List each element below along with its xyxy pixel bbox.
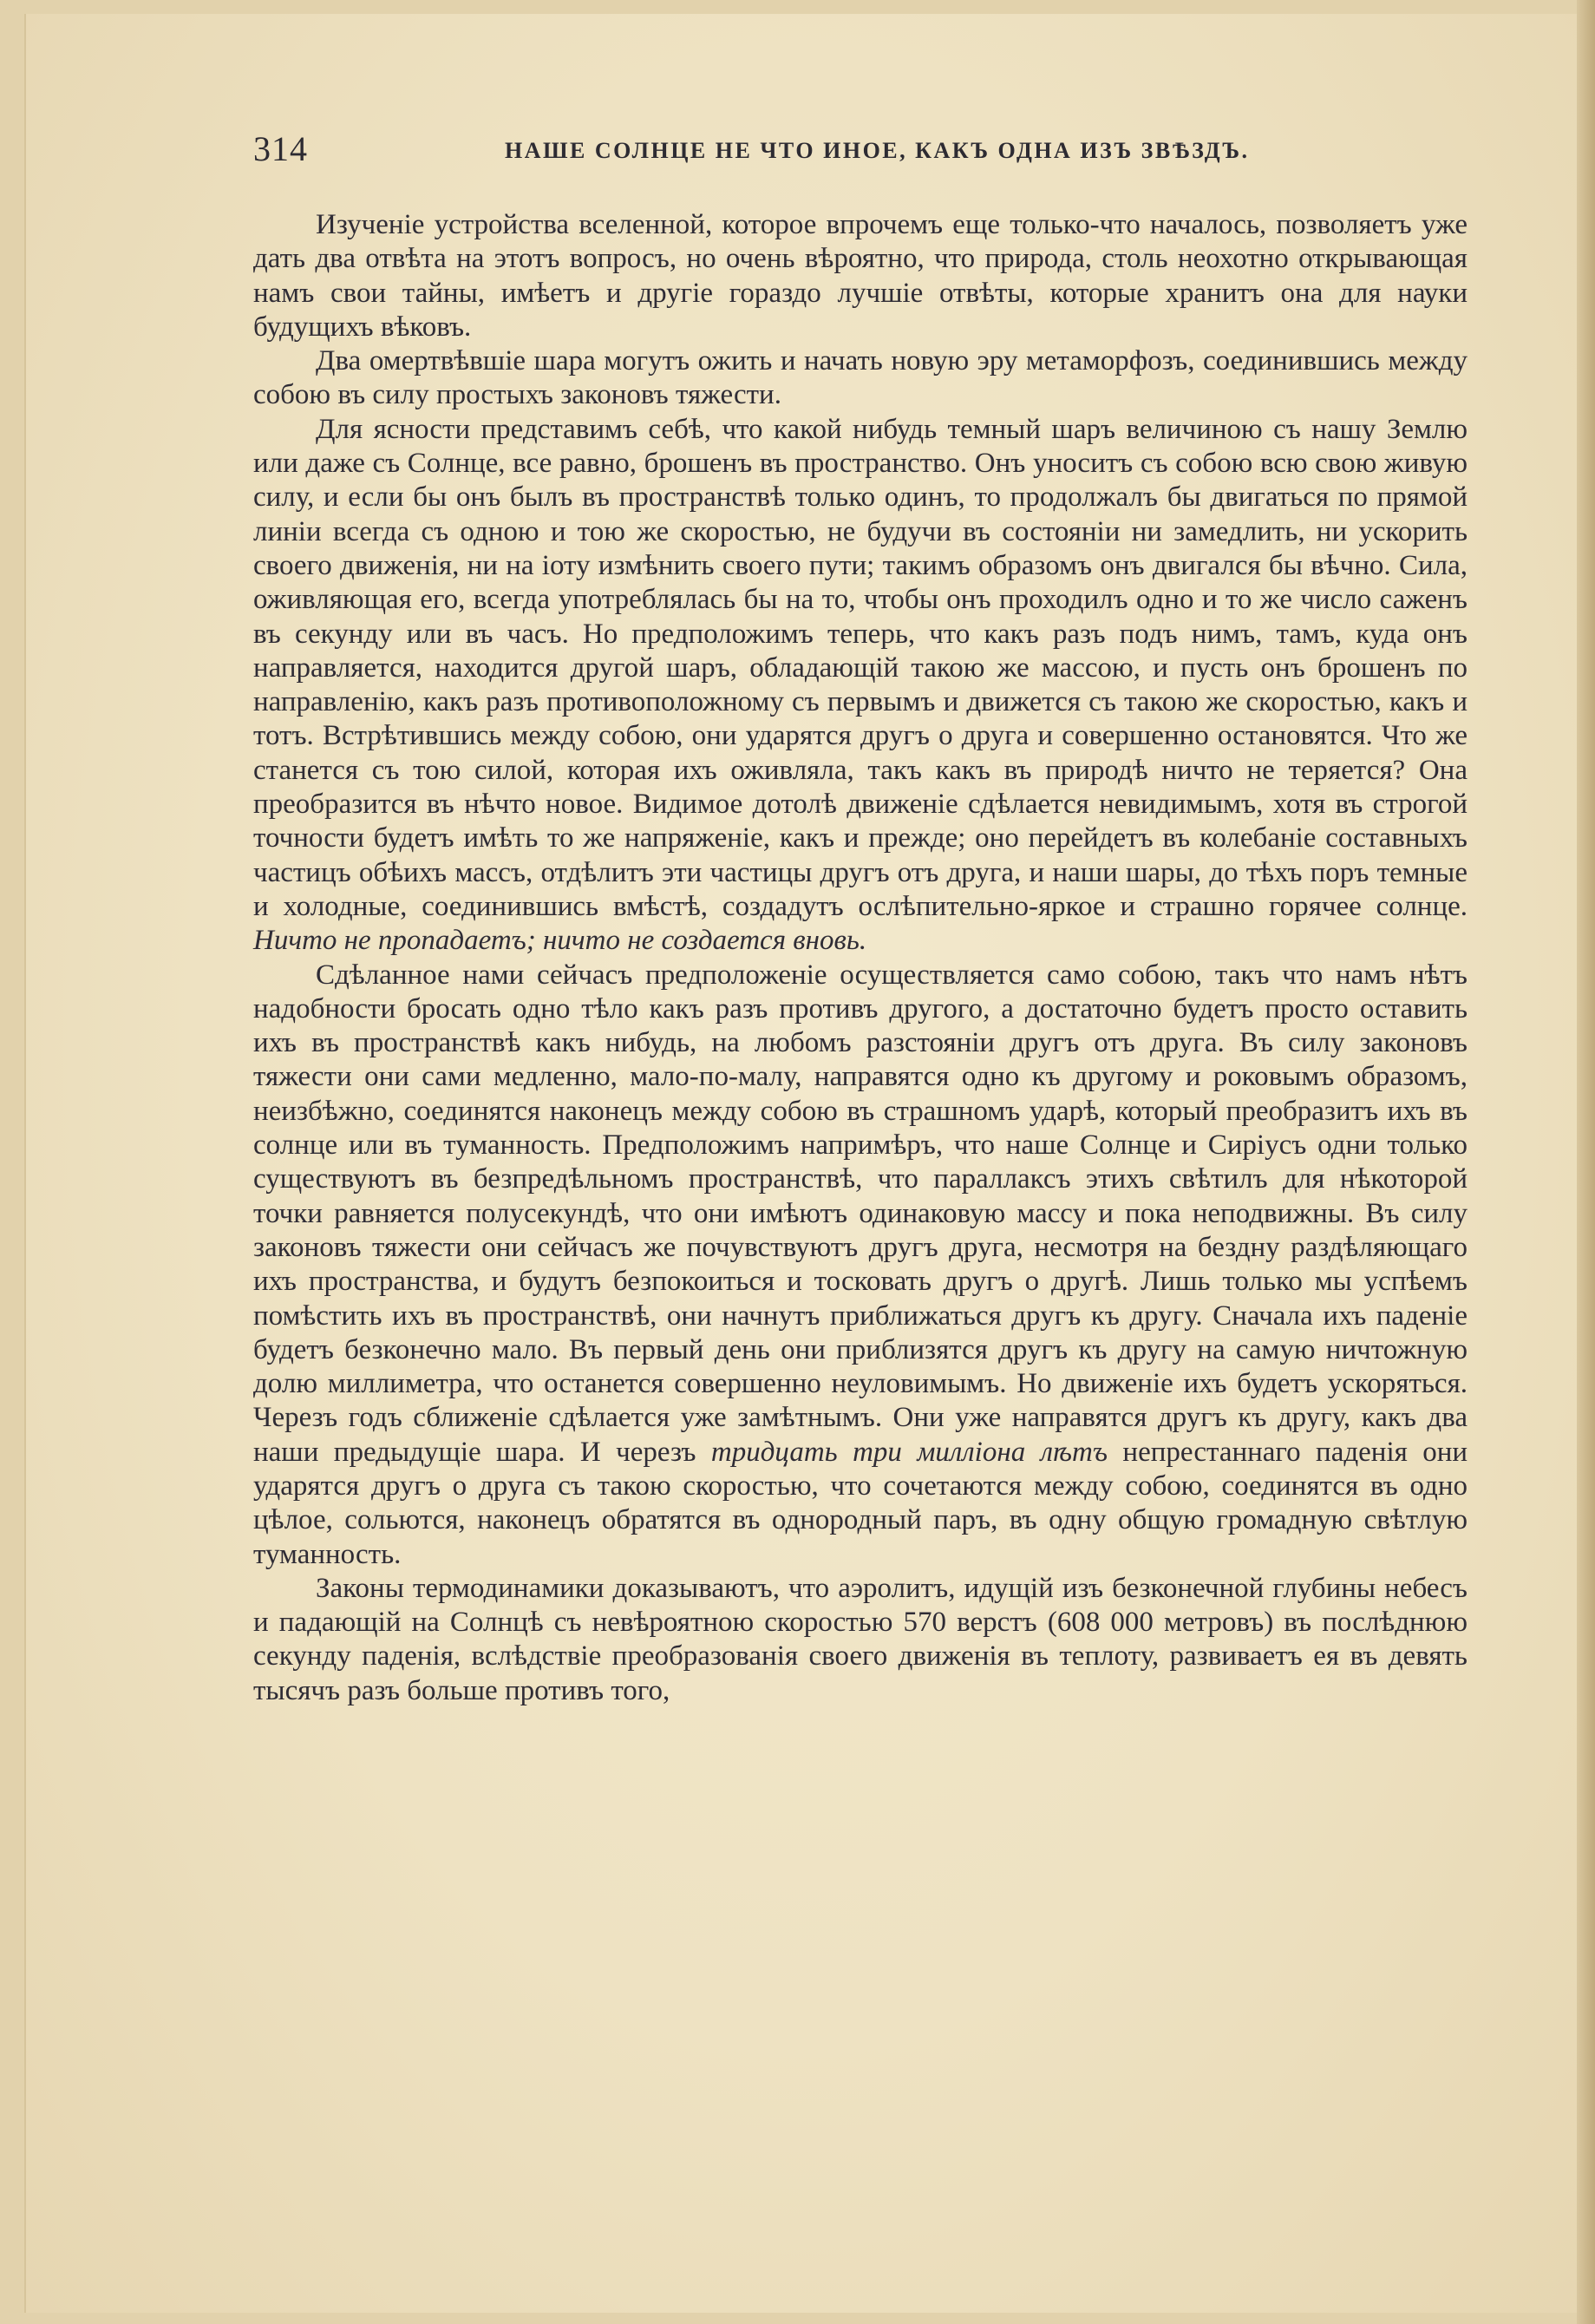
paragraph-2: Два омертвѣвшіе шара могутъ ожить и начать новую эру метаморфозъ, соединившись между собою въ силу простыхъ законовъ тяжести.	[253, 345, 1468, 411]
paragraph-4-italic: тридцать три милліона лѣтъ	[710, 1436, 1108, 1468]
paragraph-1: Изученіе устройства вселенной, которое впрочемъ еще только-что началось, позволяетъ уже дать два отвѣта на этотъ вопросъ, но очень вѣроятно, что природа, столь неохотно открывающая намъ свои тайны, имѣетъ и другіе гораздо лучшіе отвѣты, которые хранитъ она для науки будущихъ вѣковъ.	[253, 209, 1468, 343]
body-text	[253, 208, 1468, 1708]
page-number: 314	[253, 129, 308, 168]
paragraph-3-text: Для ясности представимъ себѣ, что какой нибудь темный шаръ величиною съ нашу Землю или даже съ Солнце, все равно, брошенъ въ пространство. Онъ уноситъ съ собою всю свою живую силу, и если бы онъ былъ въ пространствѣ только одинъ, то продолжалъ бы двигаться по прямой линіи всегда съ одною и тою же скоростью, не будучи въ состояніи ни замедлить, ни ускорить своего движенія, ни на іоту измѣнить своего пути; такимъ образомъ онъ двигался бы вѣчно. Сила, оживляющая его, всегда употреблялась бы на то, чтобы онъ проходилъ одно и то же число саженъ въ секунду или въ часъ. Но предположимъ теперь, что какъ разъ подъ нимъ, тамъ, куда онъ направляется, находится другой шаръ, обладающій такою же массою, и пусть онъ брошенъ по направленію, какъ разъ противоположному съ первымъ и движется съ такою же скоростью, какъ и тотъ. Встрѣтившись между собою, они ударятся другъ о друга и совершенно остановятся. Что же станется съ тою силой, которая ихъ оживляла, такъ какъ въ природѣ ничто не теряется? Она преобразится въ нѣчто новое. Видимое дотолѣ движеніе сдѣлается невидимымъ, хотя въ строгой точности будетъ имѣть то же напряженіе, какъ и прежде; оно перейдетъ въ колебаніе составныхъ частицъ обѣихъ массъ, отдѣлитъ эти частицы другъ отъ друга, и наши шары, до тѣхъ поръ темные и холодные, соединившись вмѣстѣ, создадутъ ослѣпительно-яркое и страшно горячее солнце.	[253, 413, 1468, 922]
page-header	[253, 128, 1476, 180]
paragraph-3	[253, 413, 1468, 959]
paragraph-5: Законы термодинамики доказываютъ, что аэролитъ, идущій изъ безконечной глубины небесъ и падающій на Солнцѣ съ невѣроятною скоростью 570 верстъ (608 000 метровъ) въ послѣднюю секунду паденія, вслѣдствіе преобразованія своего движенія въ теплоту, развиваетъ ея въ девять тысячъ разъ больше противъ того,	[253, 1572, 1468, 1706]
running-title: НАШЕ СОЛНЦЕ НЕ ЧТО ИНОЕ, КАКЪ ОДНА ИЗЪ ЗВѢЗДЪ.	[505, 138, 1250, 163]
paragraph-4-text-a: Сдѣланное нами сейчасъ предположеніе осуществляется само собою, такъ что намъ нѣтъ надобности бросать одно тѣло какъ разъ противъ другого, а достаточно будетъ просто оставить ихъ въ пространствѣ какъ нибудь, на любомъ разстояніи другъ отъ друга. Въ силу законовъ тяжести они сами медленно, мало-по-малу, направятся одно къ другому и роковымъ образомъ, неизбѣжно, соединятся наконецъ между собою въ страшномъ ударѣ, который преобразитъ ихъ въ солнце или въ туманность. Предположимъ напримѣръ, что наше Солнце и Сиріусъ одни только существуютъ въ безпредѣльномъ пространствѣ, что параллаксъ этихъ свѣтилъ для нѣкоторой точки равняется полусекундѣ, что они имѣютъ одинаковую массу и пока неподвижны. Въ силу законовъ тяжести они сейчасъ же почувствуютъ другъ друга, несмотря на бездну раздѣляющаго ихъ пространства, и будутъ безпокоиться и тосковать другъ о другѣ. Лишь только мы успѣемъ помѣстить ихъ въ пространствѣ, они начнутъ приближаться другъ къ другу. Сначала ихъ паденіе будетъ безконечно мало. Въ первый день они приблизятся другъ къ другу на самую ничтожную долю миллиметра, что останется совершенно неуловимымъ. Но движеніе ихъ будетъ ускоряться. Черезъ годъ сближеніе сдѣлается уже замѣтнымъ. Они уже направятся другъ къ другу, какъ два наши предыдущіе шара. И черезъ	[253, 959, 1468, 1468]
paragraph-4	[253, 959, 1468, 1572]
page-edge	[1577, 0, 1595, 2324]
paragraph-4-text-b: непрестаннаго паденія они ударятся другъ о друга съ такою скоростью, что сочетаются между собою, соединятся въ одно цѣлое, сольются, наконецъ обратятся въ однородный паръ, въ одну общую громадную свѣтлую туманность.	[253, 1436, 1468, 1570]
paragraph-3-italic: Ничто не пропадаетъ; ничто не создается вновь.	[253, 925, 867, 957]
